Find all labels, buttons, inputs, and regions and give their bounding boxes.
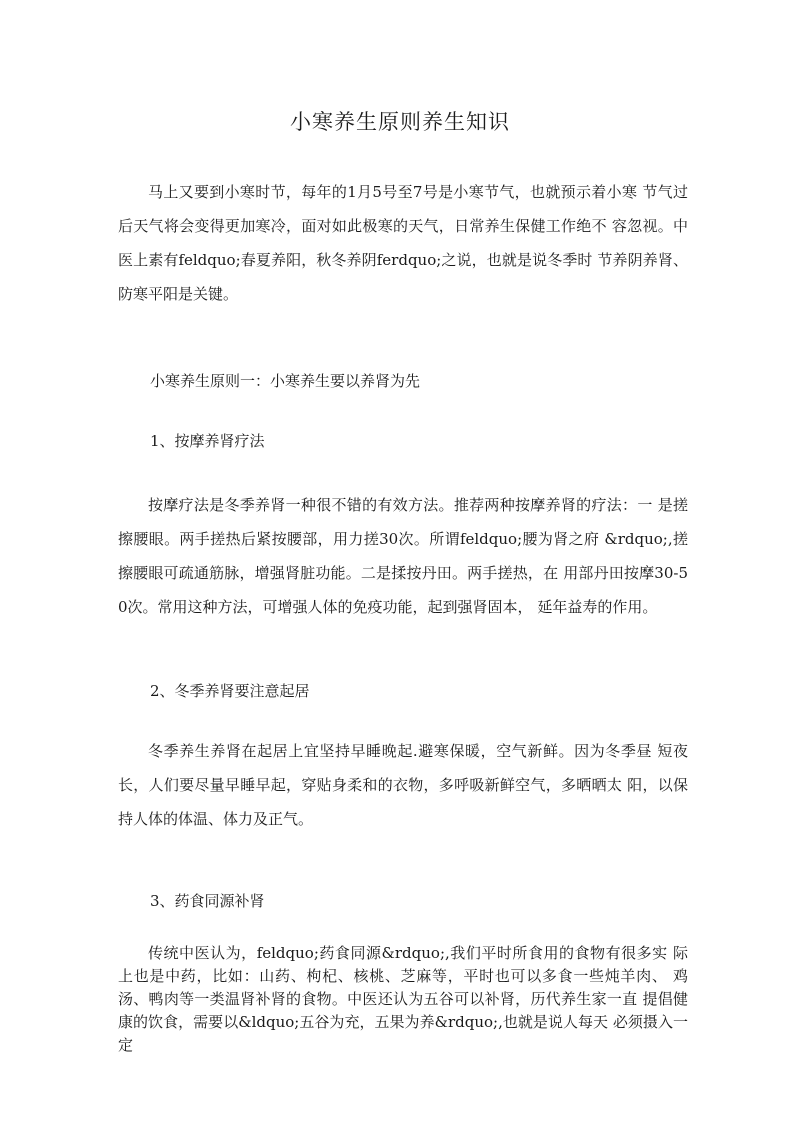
section-heading-routine: 2、冬季养肾要注意起居	[150, 682, 310, 700]
diet-paragraph: 传统中医认为，feldquo;药食同源&rdquo;,我们平时所食用的食物有很多实 际上也是中药，比如：山药、枸杞、核桃、芝麻等，平时也可以多食一些炖羊肉、 鸡汤、鸭肉等一类温肾补肾的食物。中医还认为五谷可以补肾，历代养生家一直 提倡健康的饮食，需要以&ldquo;五谷为充，五果为养&rdquo;,也就是说人每天 必须摄入一定	[118, 944, 688, 1054]
routine-paragraph: 冬季养生养肾在起居上宜坚持早睡晚起.避寒保暖，空气新鲜。因为冬季昼 短夜长，人们要尽量早睡早起，穿贴身柔和的衣物，多呼吸新鲜空气，多晒晒太 阳，以保持人体的体温、体力及正气。	[118, 742, 688, 828]
massage-paragraph: 按摩疗法是冬季养肾一种很不错的有效方法。推荐两种按摩养肾的疗法：一 是搓擦腰眼。两手搓热后紧按腰部，用力搓30次。所谓feldquo;腰为肾之府 &rdquo;,搓擦腰眼可疏通筋脉，增强肾脏功能。二是揉按丹田。两手搓热，在 用部丹田按摩30-50次。常用这种方法，可增强人体的免疫功能，起到强肾固本， 延年益寿的作用。	[118, 496, 688, 616]
section-heading-massage: 1、按摩养肾疗法	[150, 432, 265, 450]
page-title: 小寒养生原则养生知识	[290, 110, 510, 134]
principle-heading: 小寒养生原则一：小寒养生要以养肾为先	[150, 372, 421, 390]
intro-paragraph: 马上又要到小寒时节，每年的1月5号至7号是小寒节气，也就预示着小寒 节气过后天气将会变得更加寒冷，面对如此极寒的天气，日常养生保健工作绝不 容忽视。中医上素有feldquo;春夏养阳，秋冬养阴ferdquo;之说，也就是说冬季时 节养阴养肾、防寒平阳是关键。	[118, 183, 688, 303]
section-heading-diet: 3、药食同源补肾	[150, 892, 265, 910]
